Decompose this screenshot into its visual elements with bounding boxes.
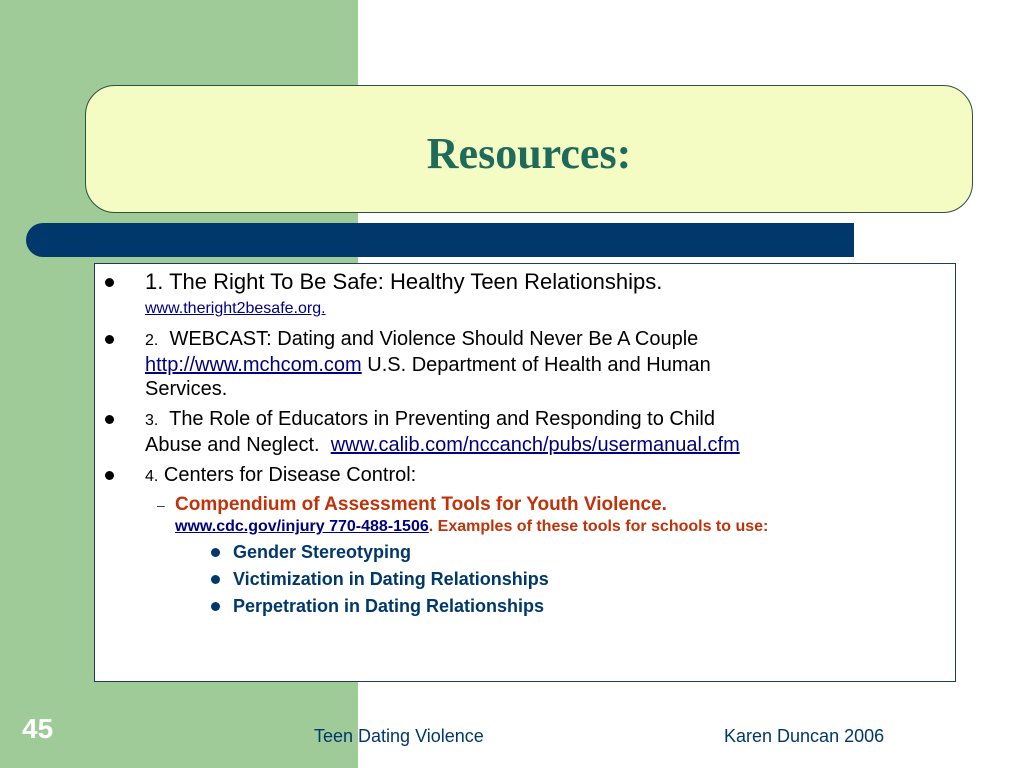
bullet-icon <box>211 575 220 584</box>
slide-title: Resources: <box>426 128 632 178</box>
sub-sub-item-1 <box>233 541 411 563</box>
item-2-text <box>145 327 925 401</box>
footer-title: Teen Dating Violence <box>314 726 484 746</box>
content-box <box>94 263 956 682</box>
sub-sub-item-2 <box>233 568 549 590</box>
item-4-number: 4. <box>145 468 159 485</box>
item-3-number: 3. <box>145 412 159 429</box>
bullet-icon <box>105 335 114 344</box>
item-3-title: The Role of Educators in Preventing and Responding to Child <box>158 408 715 430</box>
sub-sub-item-label: Gender Stereotyping <box>233 542 412 562</box>
item-1-link[interactable]: www.theright2besafe.org. <box>145 300 326 317</box>
item-2-number: 2. <box>145 332 159 349</box>
page-number: 45 <box>22 713 54 744</box>
item-1-title: The Right To Be Safe: Healthy Teen Relationships. <box>169 269 663 294</box>
bullet-icon <box>105 278 114 287</box>
sub-sub-item-label: Perpetration in Dating Relationships <box>233 596 545 616</box>
title-box <box>85 85 973 213</box>
item-3-link[interactable]: www.calib.com/nccanch/pubs/usermanual.cfm <box>330 434 740 456</box>
sub-item-tail: . Examples of these tools for schools to use: <box>428 518 769 535</box>
item-2-source: U.S. Department of Health and Human <box>361 354 711 376</box>
item-1-number: 1. <box>145 269 170 294</box>
bullet-icon <box>211 602 220 611</box>
item-4-title: Centers for Disease Control: <box>158 464 417 486</box>
item-4-text <box>145 463 925 489</box>
bullet-icon <box>105 415 114 424</box>
bullet-icon <box>211 548 220 557</box>
list-item-2 <box>95 327 955 401</box>
item-2-link[interactable]: http://www.mchcom.com <box>145 354 362 376</box>
sub-sub-item-label: Victimization in Dating Relationships <box>233 569 549 589</box>
sub-item-title: Compendium of Assessment Tools for Youth Violence. <box>175 494 667 515</box>
item-3-title-cont: Abuse and Neglect. <box>145 434 331 456</box>
title-underline-bar <box>26 223 854 257</box>
list-item-1 <box>95 270 955 320</box>
sub-item <box>175 494 945 537</box>
footer-author: Karen Duncan 2006 <box>724 726 885 746</box>
sub-sub-item-3 <box>233 595 544 617</box>
list-item-3 <box>95 407 955 457</box>
item-1-text <box>145 270 925 321</box>
dash-bullet-icon: – <box>157 497 165 513</box>
item-2-title: WEBCAST: Dating and Violence Should Never Be A Couple <box>158 328 699 350</box>
item-2-source-cont: Services. <box>145 378 228 400</box>
sub-item-link[interactable]: www.cdc.gov/injury 770-488-1506 <box>175 518 429 535</box>
bullet-icon <box>105 471 114 480</box>
item-3-text <box>145 407 925 457</box>
list-item-4 <box>95 463 955 489</box>
